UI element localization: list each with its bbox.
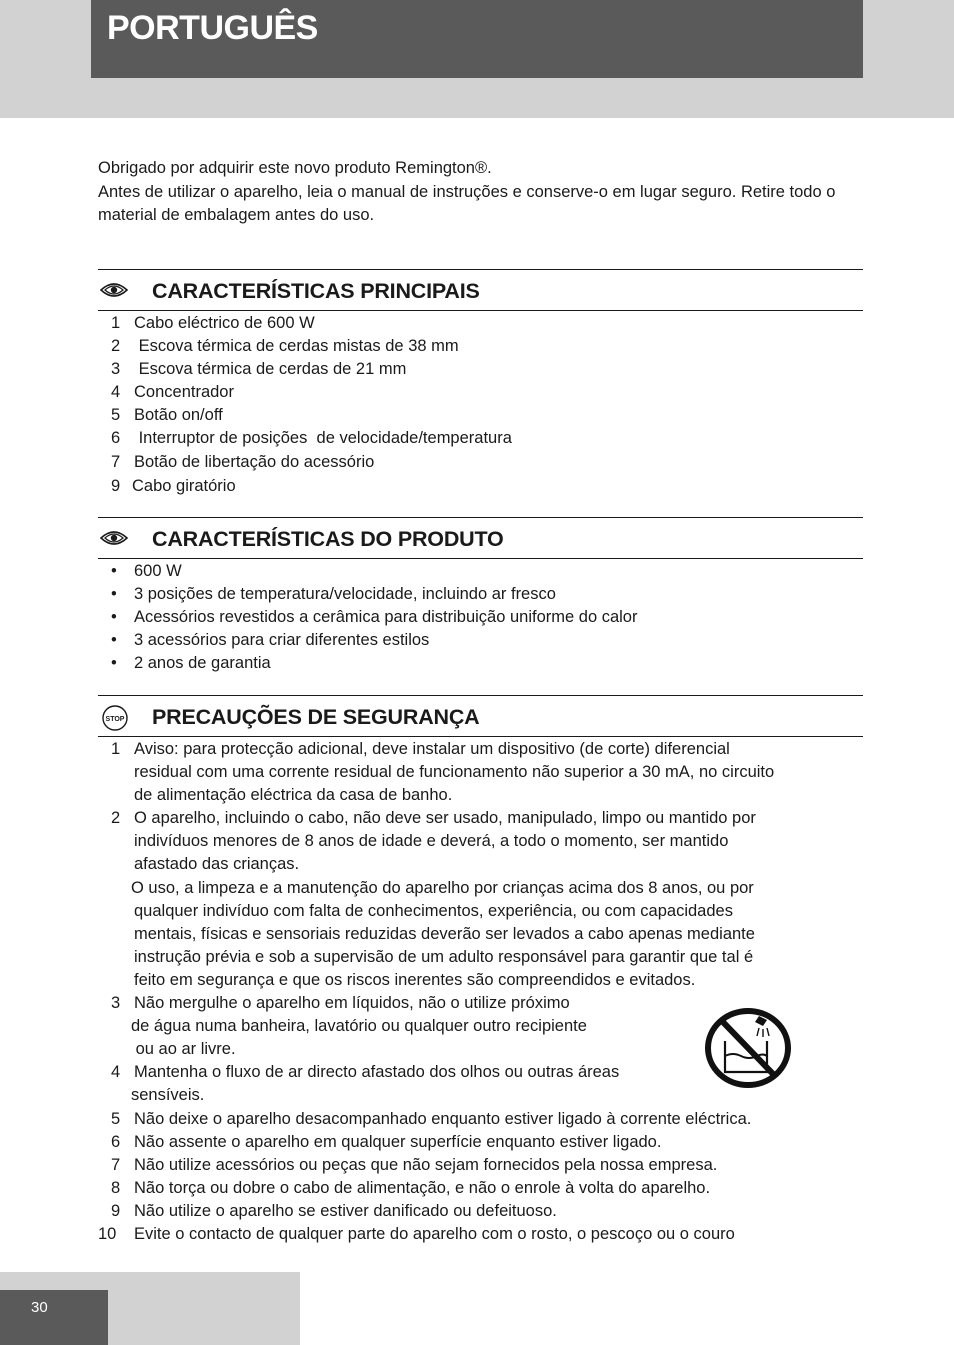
intro-line-2: Antes de utilizar o aparelho, leia o manual de instruções e conserve-o em lugar seguro. Retire todo o material de embalagem antes do uso. — [98, 182, 836, 224]
list-item: • 3 posições de temperatura/velocidade, incluindo ar fresco — [111, 585, 556, 604]
list-item: 8 Não torça ou dobre o cabo de alimentação, e não o enrole à volta do aparelho. — [111, 1178, 711, 1197]
section-title-seguranca: PRECAUÇÕES DE SEGURANÇA — [152, 705, 480, 729]
list-item: 3 Não mergulhe o aparelho em líquidos, não o utilize próximo de água numa banheira, lavatório ou qualquer outro recipiente ou ao ar livre. — [111, 994, 587, 1059]
list-item: 3 Escova térmica de cerdas de 21 mm — [111, 360, 407, 379]
section-header-principais — [98, 269, 863, 311]
list-item: 6 Não assente o aparelho em qualquer superfície enquanto estiver ligado. — [111, 1132, 662, 1151]
list-item: 2 Escova térmica de cerdas mistas de 38 mm — [111, 337, 459, 356]
list-item: 5 Botão on/off — [111, 406, 223, 425]
list-item: 4 Mantenha o fluxo de ar directo afastado dos olhos ou outras áreas sensíveis. — [111, 1063, 620, 1105]
page-number-box — [0, 1290, 108, 1345]
list-item: • 3 acessórios para criar diferentes estilos — [111, 631, 430, 650]
stop-icon-text: STOP — [105, 716, 125, 723]
list-item: 10 Evite o contacto de qualquer parte do aparelho com o rosto, o pescoço ou o couro — [98, 1224, 735, 1243]
page-title: PORTUGUÊS — [107, 9, 318, 47]
intro-line-1: Obrigado por adquirir este novo produto Remington®. — [98, 159, 492, 177]
page-number: 30 — [31, 1299, 48, 1316]
list-item: 9 Cabo giratório — [111, 476, 236, 495]
list-item: 4 Concentrador — [111, 383, 234, 402]
section-header-produto — [98, 517, 863, 559]
list-item: 1 Cabo eléctrico de 600 W — [111, 314, 315, 332]
section-title-produto: CARACTERÍSTICAS DO PRODUTO — [152, 527, 504, 551]
eye-icon — [100, 529, 128, 547]
list-item: 5 Não deixe o aparelho desacompanhado enquanto estiver ligado à corrente eléctrica. — [111, 1109, 752, 1128]
intro-text — [98, 157, 868, 228]
header-title-box — [91, 0, 863, 78]
stop-icon — [100, 705, 130, 731]
list-item: • Acessórios revestidos a cerâmica para distribuição uniforme do calor — [111, 608, 638, 627]
list-item: • 2 anos de garantia — [111, 654, 271, 673]
eye-icon — [100, 281, 128, 299]
section-header-seguranca — [98, 695, 863, 737]
list-item: 1 Aviso: para protecção adicional, deve instalar um dispositivo (de corte) diferencial residual com uma corrente residual de funcionamento não superior a 30 mA, no circuito de alimentação eléctrica da casa de banho. — [111, 740, 775, 805]
list-produto — [98, 560, 868, 675]
list-item: • 600 W — [111, 562, 182, 580]
list-item: 7 Botão de libertação do acessório — [111, 452, 375, 471]
list-item: 9 Não utilize o aparelho se estiver danificado ou defeituoso. — [111, 1201, 557, 1220]
section-title-principais: CARACTERÍSTICAS PRINCIPAIS — [152, 279, 480, 303]
list-item: 7 Não utilize acessórios ou peças que não sejam fornecidos pela nossa empresa. — [111, 1155, 718, 1174]
list-item: 2 O aparelho, incluindo o cabo, não deve ser usado, manipulado, limpo ou mantido por indivíduos menores de 8 anos de idade e deverá, a todo o momento, ser mantido afastado das crianças. O uso, a limpeza e a manutenção do aparelho por crianças acima dos 8 anos, ou por qualquer indivíduo com falta de conhecimentos, experiência, ou com capacidades mentais, físicas e sensoriais reduzidas deverão ser levados a cabo apenas mediante instrução prévia e sob a supervisão de um adulto responsável para garantir que tal é feito em segurança e que os riscos inerentes são compreendidos e evitados. — [111, 809, 756, 989]
list-item: 6 Interruptor de posições de velocidade/temperatura — [111, 429, 512, 448]
list-principais — [98, 312, 868, 498]
list-seguranca — [98, 738, 868, 1246]
no-water-icon — [705, 1008, 791, 1088]
